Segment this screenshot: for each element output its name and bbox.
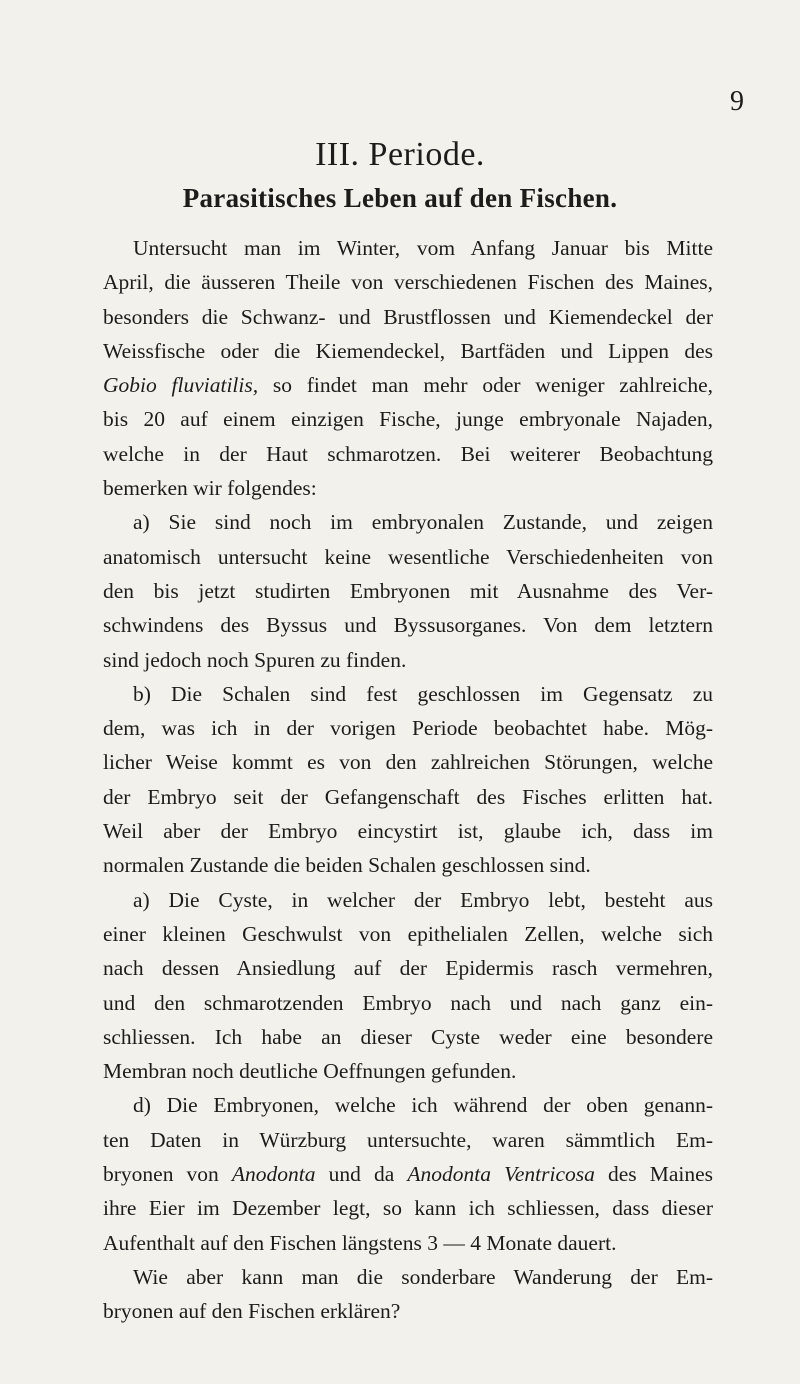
text-line: licher Weise kommt es von den zahlreichen Störungen, welche — [103, 750, 713, 775]
text-line: nach dessen Ansiedlung auf der Epidermis rasch vermehren, — [103, 956, 713, 981]
text-line: besonders die Schwanz- und Brustflossen und Kiemendeckel der — [103, 304, 713, 329]
text-segment: bryonen von — [103, 1162, 219, 1187]
text-line: Aufenthalt auf den Fischen längstens 3 — 4 Monate dauert. — [103, 1230, 617, 1255]
text-line: sind jedoch noch Spuren zu finden. — [103, 647, 407, 672]
text-line: Weil aber der Embryo eincystirt ist, glaube ich, dass im — [103, 819, 713, 844]
text-line: bryonen auf den Fischen erklären? — [103, 1299, 401, 1324]
text-line: a) Die Cyste, in welcher der Embryo lebt, besteht aus — [133, 887, 713, 912]
text-line: schwindens des Byssus und Byssusorganes. Von dem letztern — [103, 613, 713, 638]
text-segment: so findet man mehr oder weniger zahlreiche, — [272, 373, 713, 398]
text-line: schliessen. Ich habe an dieser Cyste weder eine besondere — [103, 1024, 713, 1049]
text-segment: und da — [328, 1162, 395, 1187]
text-line: bis 20 auf einem einzigen Fische, junge embryonale Najaden, — [103, 407, 713, 432]
text-line: Weissfische oder die Kiemendeckel, Bartfäden und Lippen des — [103, 338, 713, 363]
chapter-heading: III. Periode. — [315, 136, 485, 173]
body-text — [103, 231, 713, 1329]
text-line: dem, was ich in der vorigen Periode beobachtet habe. Mög- — [103, 716, 713, 741]
text-line: der Embryo seit der Gefangenschaft des Fisches erlitten hat. — [103, 784, 713, 809]
text-line: welche in der Haut schmarotzen. Bei weiterer Beobachtung — [103, 441, 713, 466]
text-line: Untersucht man im Winter, vom Anfang Januar bis Mitte — [133, 236, 713, 260]
text-line: normalen Zustande die beiden Schalen geschlossen sind. — [103, 853, 591, 878]
text-segment: des Maines — [608, 1162, 714, 1187]
text-line — [103, 1157, 713, 1191]
species-name-gobio: Gobio fluviatilis, — [103, 373, 259, 398]
text-line: d) Die Embryonen, welche ich während der oben genann- — [133, 1093, 713, 1118]
text-line: Membran noch deutliche Oeffnungen gefunden. — [103, 1059, 517, 1084]
text-line: und den schmarotzenden Embryo nach und nach ganz ein- — [103, 990, 713, 1015]
text-line: Wie aber kann man die sonderbare Wanderung der Em- — [133, 1264, 713, 1289]
text-line: einer kleinen Geschwulst von epithelialen Zellen, welche sich — [103, 921, 713, 946]
text-line: bemerken wir folgendes: — [103, 476, 317, 501]
text-line: den bis jetzt studirten Embryonen mit Ausnahme des Ver- — [103, 578, 713, 603]
text-line: b) Die Schalen sind fest geschlossen im Gegensatz zu — [133, 681, 713, 706]
text-line: a) Sie sind noch im embryonalen Zustande, und zeigen — [133, 510, 713, 535]
text-line: ten Daten in Würzburg untersuchte, waren sämmtlich Em- — [103, 1127, 713, 1152]
text-line: April, die äusseren Theile von verschiedenen Fischen des Maines, — [103, 270, 713, 295]
text-line — [103, 368, 713, 402]
page-number: 9 — [730, 86, 744, 117]
species-name-anodonta-ventricosa: Anodonta Ventricosa — [407, 1162, 595, 1187]
text-line: ihre Eier im Dezember legt, so kann ich schliessen, dass dieser — [103, 1196, 713, 1221]
genus-name-anodonta: Anodonta — [231, 1162, 316, 1187]
section-subheading: Parasitisches Leben auf den Fischen. — [182, 183, 618, 213]
text-line: anatomisch untersucht keine wesentliche Verschiedenheiten von — [103, 544, 713, 569]
